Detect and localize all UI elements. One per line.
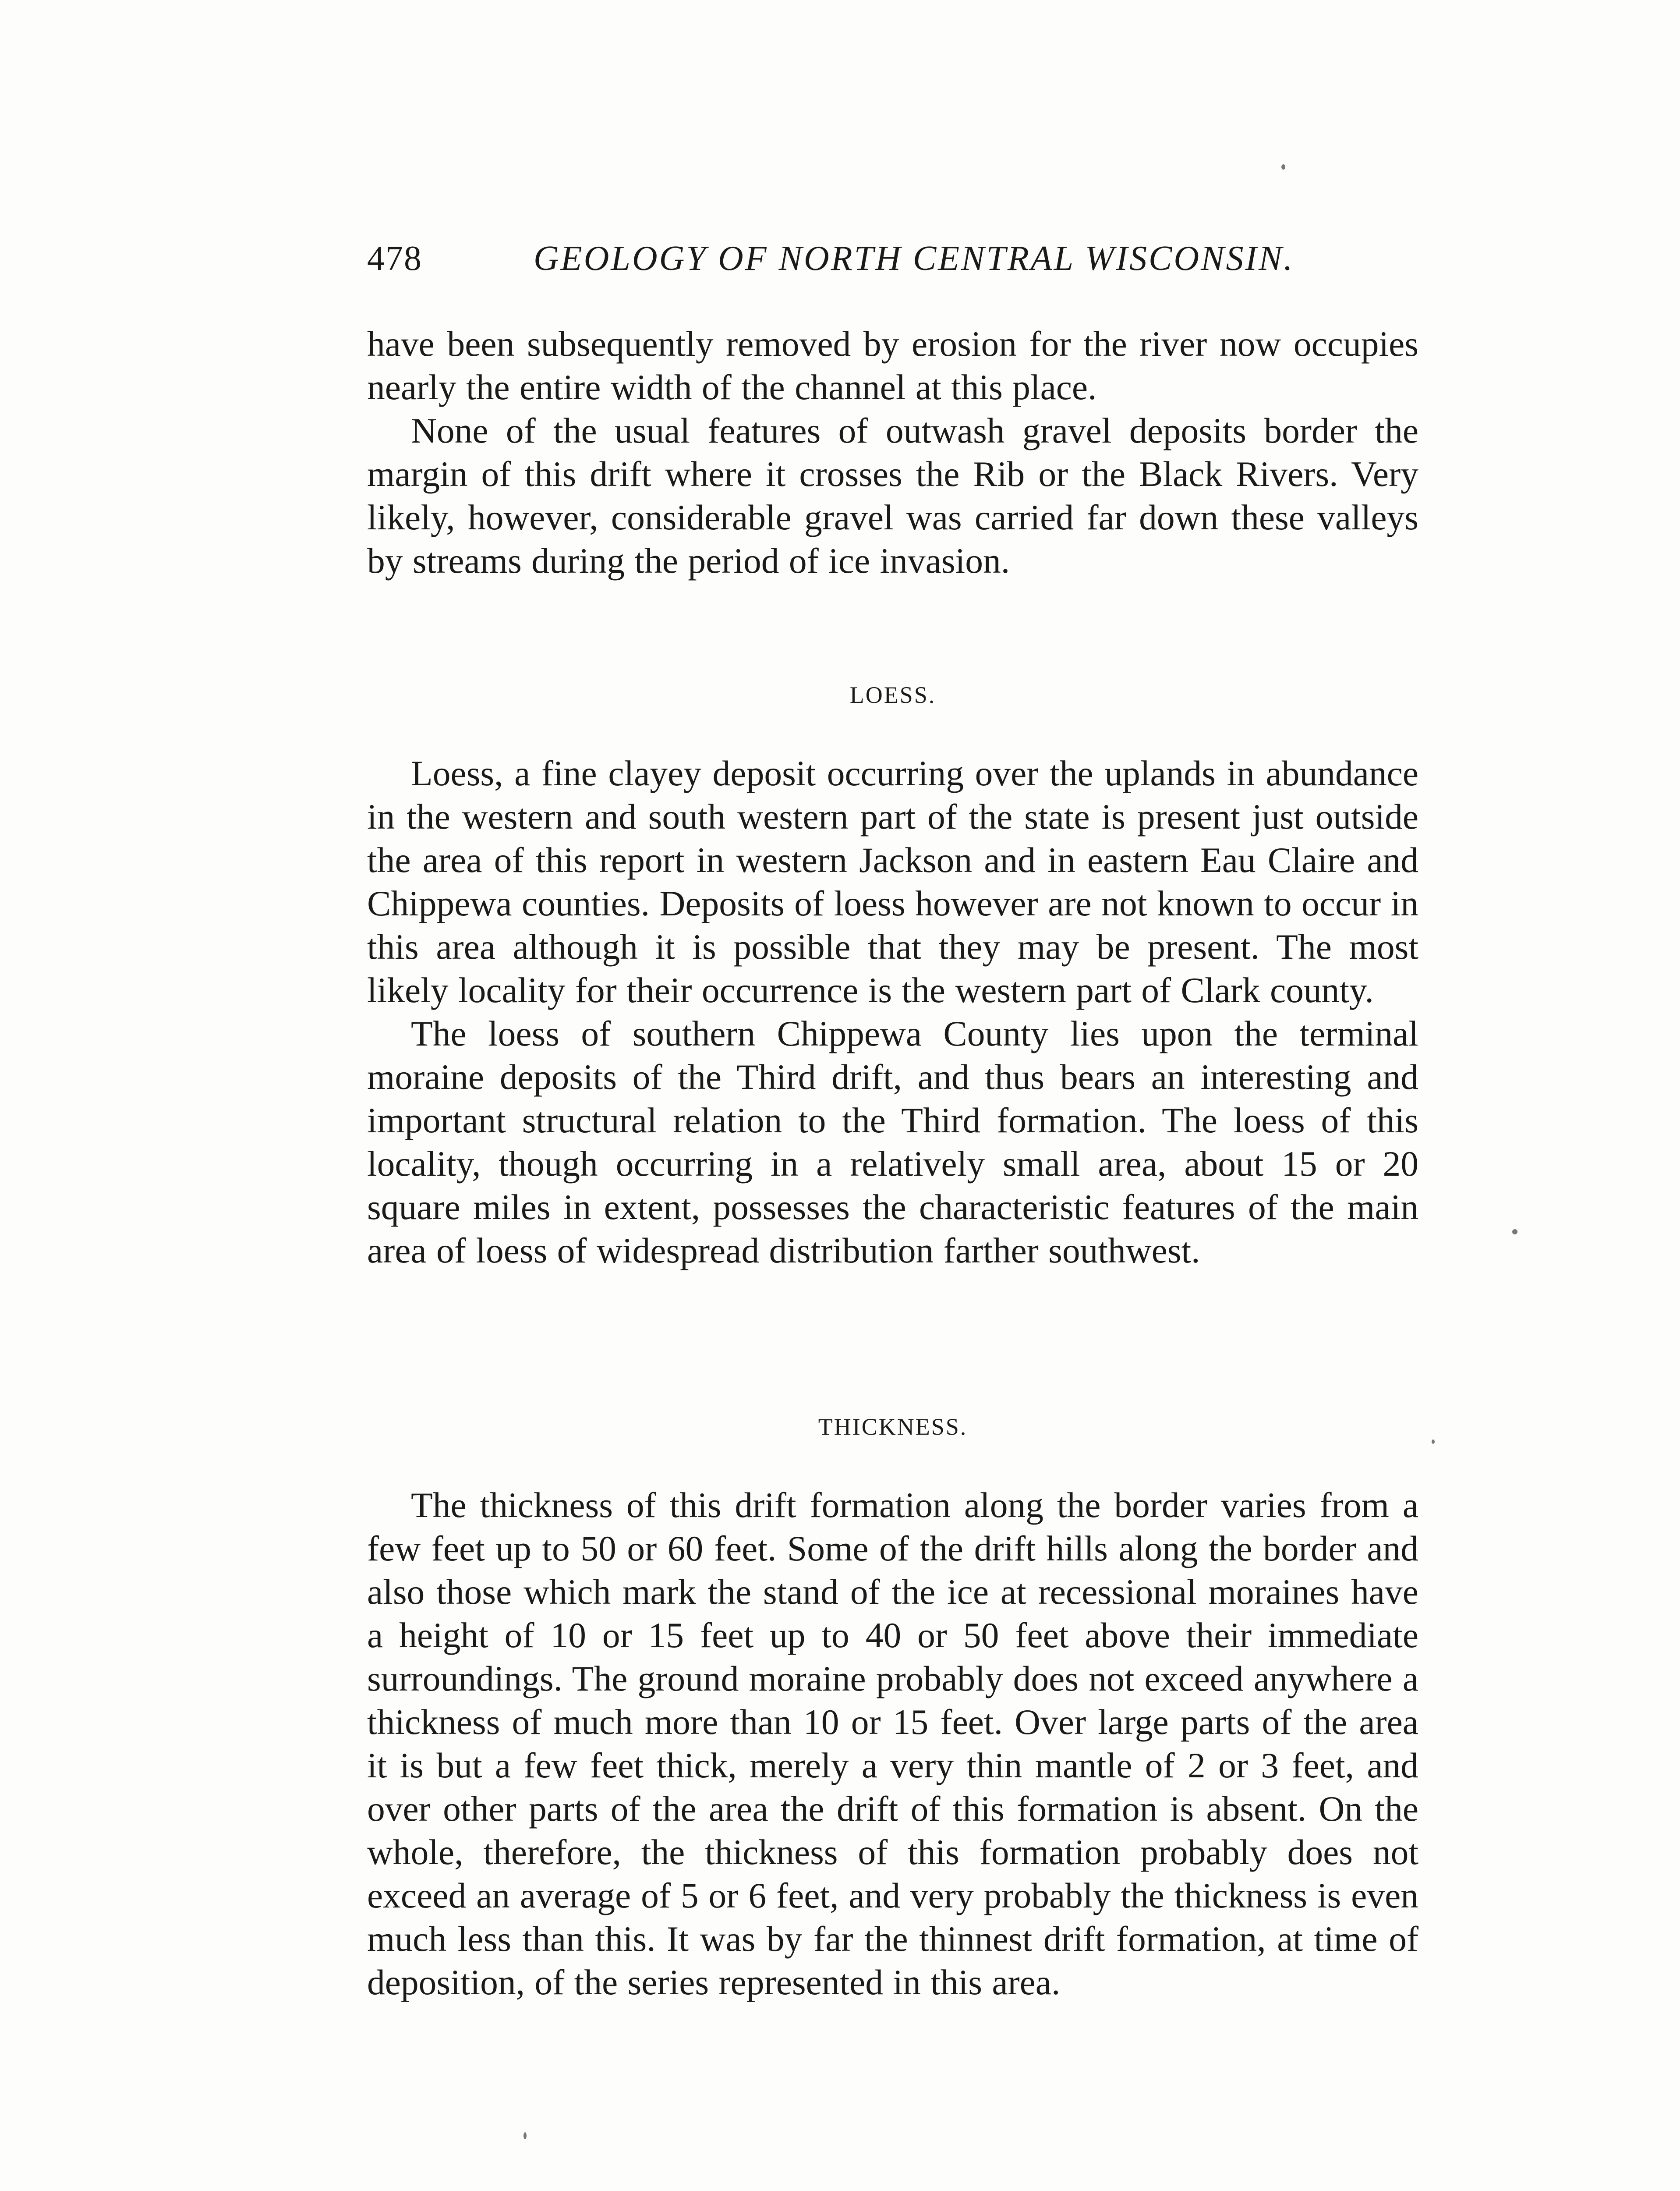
paragraph: None of the usual features of outwash gravel deposits border the margin of this drift where it crosses the Rib or the Black Rivers. Very likely, however, considerable gravel was carried far down these valleys by streams during the period of ice invasion. — [367, 411, 1418, 581]
paragraph: The loess of southern Chippewa County lies upon the terminal moraine deposits of the Third drift, and thus bears an interesting and important structural relation to the Third formation. The loess of this locality, though occurring in a relatively small area, about 15 or 20 square miles in extent, possesses the characteristic features of the main area of loess of widespread distribution farther southwest. — [367, 1014, 1418, 1270]
section-thickness — [367, 1483, 1418, 2004]
paragraph: The thickness of this drift formation along the border varies from a few feet up to 50 or 60 feet. Some of the drift hills along the border and also those which mark the stand of the ice at recessional moraines have a height of 10 or 15 feet up to 40 or 50 feet above their immediate surroundings. The ground moraine probably does not exceed anywhere a thickness of much more than 10 or 15 feet. Over large parts of the area it is but a few feet thick, merely a very thin mantle of 2 or 3 feet, and over other parts of the area the drift of this formation is absent. On the whole, therefore, the thickness of this formation probably does not exceed an average of 5 or 6 feet, and very probably the thickness is even much less than this. It was by far the thinnest drift formation, at time of deposition, of the series represented in this area. — [367, 1485, 1418, 2002]
page-number: 478 — [367, 239, 422, 278]
section-loess — [367, 752, 1418, 1272]
scan-speck — [523, 2132, 527, 2139]
section-continuation — [367, 322, 1418, 582]
running-head: GEOLOGY OF NORTH CENTRAL WISCONSIN. — [534, 239, 1294, 278]
paragraph: have been subsequently removed by erosion for the river now occupies nearly the entire width of the channel at this place. — [367, 324, 1418, 407]
section-heading-thickness: THICKNESS. — [818, 1414, 968, 1440]
section-heading-loess: LOESS. — [849, 682, 936, 708]
scan-speck — [1512, 1229, 1517, 1234]
page-header — [367, 239, 1418, 287]
scan-speck — [1432, 1439, 1435, 1444]
paragraph: Loess, a fine clayey deposit occurring over the uplands in abundance in the western and south western part of the state is present just outside the area of this report in western Jackson and in eastern Eau Claire and Chippewa counties. Deposits of loess however are not known to occur in this area although it is possible that they may be present. The most likely locality for their occurrence is the western part of Clark county. — [367, 753, 1418, 1010]
scan-speck — [1281, 164, 1285, 170]
